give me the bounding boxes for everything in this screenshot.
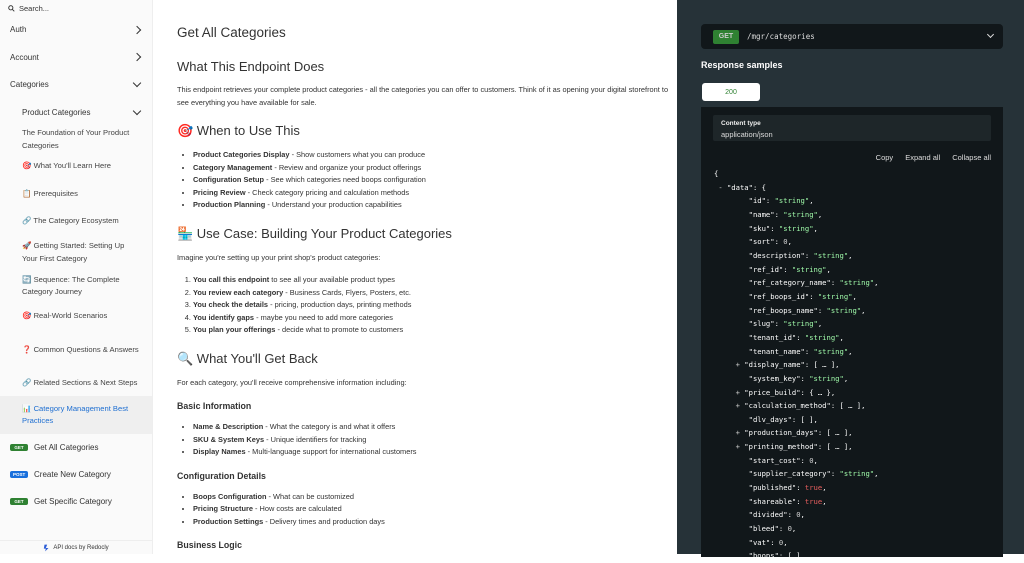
list-item-text: - What can be customized [266, 491, 354, 501]
sidebar-item-categories[interactable] [0, 71, 152, 99]
list-item [193, 162, 677, 175]
sidebar-endpoint-get-all[interactable] [0, 434, 152, 461]
sidebar-subitem-label: 🎯 Real-World Scenarios [22, 310, 108, 320]
tab-200[interactable]: 200 [702, 83, 760, 101]
list-item-text: - decide what to promote to customers [275, 325, 404, 334]
json-sample: { - "data": { "id": "string", "name": "string", "sku": "string", "sort": 0, "description": "string", "ref_id": "string", "ref_category_name": "string", "ref_boops_id": "string", "ref_boops_name": "string", "slug": "string", "tenant_id": "string", "tenant_name": "string", + "display_name": [ … ], "system_key": "string", + "price_build": { … }, + "calculation_method": [ … ], "dlv_days": [ ], + "production_days": [ … ], + "printing_method": [ … ], "start_cost": 0, "supplier_category": "string", "published": true, "shareable": true, "divided": 0, "bleed": 0, "vat": 0, "boops": [ ], [714, 169, 879, 561]
basic-list [177, 421, 677, 459]
sidebar-subitem[interactable] [0, 153, 152, 180]
sidebar-subitem-label: 🔗 Related Sections & Next Steps [22, 377, 138, 387]
list-item [193, 287, 677, 300]
endpoint-selector[interactable] [701, 24, 1003, 49]
chevron-down-icon [133, 107, 141, 115]
endpoint-label: Get All Categories [34, 443, 99, 452]
response-body [701, 107, 1003, 561]
subsection-heading: Business Logic [177, 540, 243, 550]
section-text: For each category, you'll receive comprehensive information including: [177, 377, 407, 387]
list-item-bold: You check the details [193, 300, 269, 309]
list-item-text: - Show customers what you can produce [289, 150, 426, 159]
subsection-heading: Basic Information [177, 401, 252, 411]
chevron-right-icon [133, 53, 141, 61]
list-item-bold: Category Management [193, 162, 273, 172]
redocly-footer[interactable] [0, 540, 152, 554]
sidebar-subitem[interactable] [0, 302, 152, 330]
list-item-text: - Multi-language support for international customers [245, 447, 417, 456]
list-item-text: - Business Cards, Flyers, Posters, etc. [283, 287, 411, 297]
list-item [193, 516, 677, 529]
sidebar-subitem[interactable] [0, 208, 152, 236]
list-item-text: - Review and organize your product offerings [272, 162, 422, 172]
sidebar-subitem[interactable] [0, 330, 152, 370]
list-item-bold: Configuration Setup [193, 175, 265, 184]
list-item [193, 149, 677, 162]
section-heading: 🏪 Use Case: Building Your Product Categories [177, 225, 452, 241]
list-item-bold: You identify gaps [193, 312, 255, 322]
collapse-all-button[interactable]: Collapse all [952, 153, 991, 162]
list-item [193, 421, 677, 434]
page-title: Get All Categories [177, 25, 286, 40]
sidebar-subitem-label: 📊 Category Management Best Practices [22, 403, 129, 425]
list-item [193, 174, 677, 187]
list-item-bold: Pricing Review [193, 187, 246, 197]
section-heading: 🔍 What You'll Get Back [177, 350, 318, 366]
sidebar-item-auth[interactable] [0, 16, 152, 44]
sidebar-subitem[interactable] [0, 126, 152, 153]
method-badge: GET [10, 444, 28, 451]
list-item-bold: Display Names [193, 447, 246, 456]
sidebar-subitem[interactable] [0, 235, 152, 270]
list-item-bold: Product Categories Display [193, 150, 290, 159]
content-type-selector[interactable] [713, 115, 991, 141]
list-item-bold: You call this endpoint [193, 275, 270, 284]
list-item-text: - How costs are calculated [252, 504, 342, 513]
list-item-text: - Understand your production capabilities [265, 200, 402, 209]
chevron-right-icon [133, 26, 141, 34]
list-item [193, 299, 677, 312]
list-item-bold: SKU & System Keys [193, 434, 265, 444]
sidebar-item-label: Product Categories [22, 107, 91, 117]
list-item-text: - Delivery times and production days [263, 516, 385, 526]
list-item-bold: Production Settings [193, 516, 264, 526]
sidebar-subitem[interactable] [0, 370, 152, 396]
sidebar-subitem-label: 🚀 Getting Started: Setting Up Your First Category [22, 241, 125, 263]
main-content [153, 0, 677, 554]
list-item-text: - What the category is and what it offers [263, 422, 396, 431]
list-item-bold: Pricing Structure [193, 504, 253, 513]
search-icon [8, 5, 15, 12]
section-heading: 🎯 When to Use This [177, 123, 300, 138]
list-item-text: - Unique identifiers for tracking [264, 434, 367, 444]
list-item [193, 187, 677, 200]
endpoint-label: Get Specific Category [34, 497, 112, 506]
footer-label: API docs by Redocly [53, 544, 109, 551]
list-item-bold: Boops Configuration [193, 491, 267, 501]
expand-toggle[interactable]: + [735, 428, 740, 438]
list-item-bold: Name & Description [193, 422, 264, 431]
expand-toggle[interactable]: + [735, 360, 740, 370]
list-item-bold: You review each category [193, 287, 284, 297]
config-list [177, 491, 677, 529]
search-input[interactable]: Search... [19, 3, 50, 13]
list-item [193, 491, 677, 504]
content-type-label: Content type [721, 120, 761, 127]
expand-toggle[interactable]: + [735, 401, 740, 411]
sidebar-subitem-label: The Foundation of Your Product Categories [22, 128, 130, 150]
sidebar-subitem-label: ❓ Common Questions & Answers [22, 344, 139, 354]
expand-all-button[interactable]: Expand all [905, 153, 941, 162]
list-item-bold: You plan your offerings [193, 325, 276, 334]
chevron-down-icon [133, 79, 141, 87]
usecase-list [177, 274, 677, 337]
expand-toggle[interactable]: + [735, 442, 740, 452]
list-item [193, 312, 677, 325]
method-badge: GET [10, 498, 28, 505]
list-item [193, 434, 677, 447]
sidebar-subitem-label: 🎯 What You'll Learn Here [22, 161, 111, 171]
list-item-text: - maybe you need to add more categories [254, 312, 393, 322]
sidebar-endpoint-get-specific[interactable] [0, 488, 152, 515]
list-item [193, 274, 677, 287]
method-badge: GET [713, 30, 739, 44]
sidebar-subitem-label: 📋 Prerequisites [22, 188, 78, 198]
list-item-text: - pricing, production days, printing methods [268, 300, 412, 309]
list-item-bold: Production Planning [193, 200, 266, 209]
search-bar[interactable] [0, 0, 152, 16]
sidebar [0, 0, 153, 554]
sidebar-item-product-categories[interactable] [0, 99, 152, 127]
when-list [177, 149, 677, 212]
sidebar-subitem[interactable] [0, 180, 152, 208]
sidebar-item-account[interactable] [0, 44, 152, 72]
list-item [193, 199, 677, 212]
sidebar-subitem-label: 🔄 Sequence: The Complete Category Journey [22, 274, 120, 296]
list-item-text: - See which categories need boops configuration [264, 175, 426, 184]
json-actions [876, 153, 991, 162]
response-samples-title: Response samples [701, 60, 783, 70]
chevron-down-icon [987, 31, 994, 38]
section-text: This endpoint retrieves your complete product categories - all the categories you can offer to customers. Think of it as opening your digital storefront to see everything you have available for sale. [177, 85, 669, 107]
sidebar-endpoint-create[interactable] [0, 461, 152, 488]
response-panel [677, 0, 1024, 561]
method-badge: POST [10, 471, 28, 478]
list-item [193, 324, 677, 337]
endpoint-label: Create New Category [34, 470, 111, 479]
list-item-text: to see all your available product types [269, 275, 395, 284]
content-type-value: application/json [721, 130, 773, 139]
sidebar-item-label: Account [10, 52, 39, 62]
sidebar-item-label: Auth [10, 25, 27, 35]
section-text: Imagine you're setting up your print shop's product categories: [177, 252, 381, 262]
sidebar-subitem-active[interactable] [0, 396, 152, 434]
expand-toggle[interactable]: + [735, 387, 740, 397]
subsection-heading: Configuration Details [177, 470, 266, 481]
list-item [193, 503, 677, 516]
list-item [193, 446, 677, 459]
sidebar-item-label: Categories [10, 80, 49, 90]
copy-button[interactable]: Copy [875, 153, 894, 162]
redocly-logo-icon [43, 544, 50, 552]
endpoint-path: /mgr/categories [747, 32, 815, 41]
list-item-text: - Check category pricing and calculation methods [245, 187, 410, 197]
sidebar-subitem[interactable] [0, 270, 152, 302]
collapse-toggle[interactable]: - [718, 182, 723, 192]
sidebar-subitem-label: 🔗 The Category Ecosystem [22, 216, 119, 225]
section-heading: What This Endpoint Does [177, 59, 325, 74]
